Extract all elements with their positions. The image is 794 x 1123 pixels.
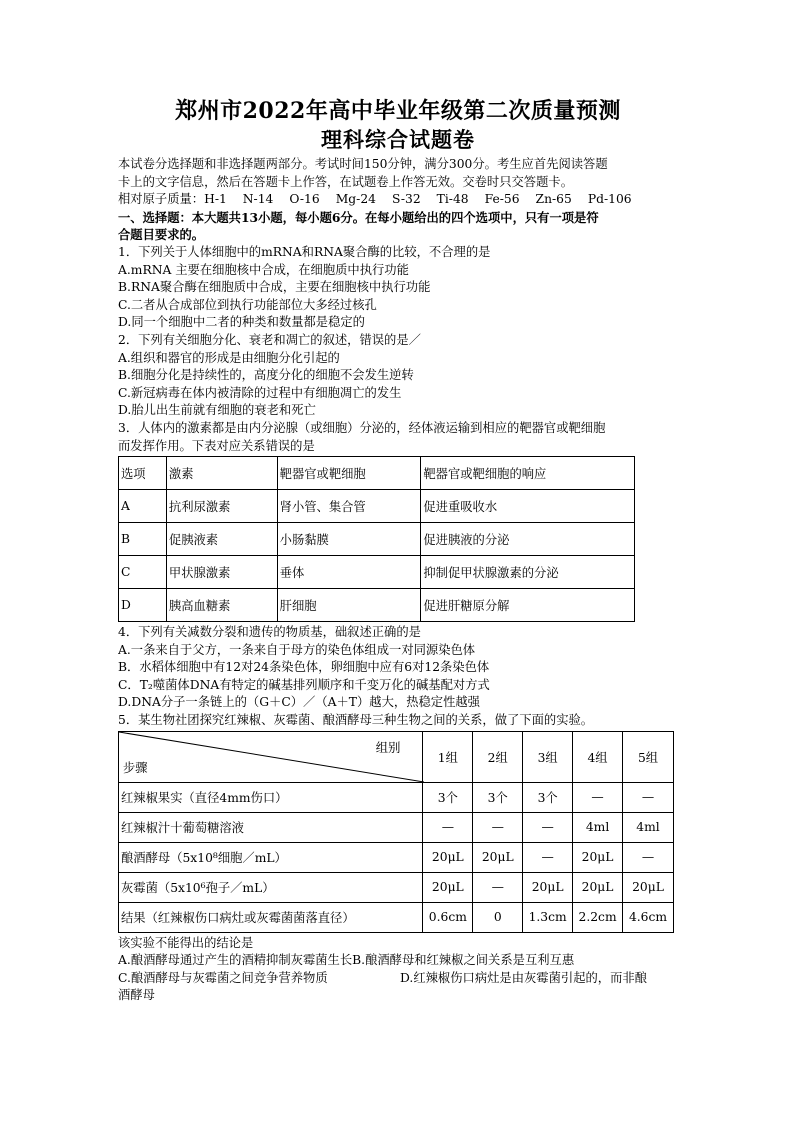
table-cell: 20μL bbox=[423, 842, 473, 872]
q5-option-a: A.酿酒酵母通过产生的酒精抑制灰霉菌生长 bbox=[118, 953, 353, 968]
q4-option-a: A.一条来自于父方，一条来自于母方的染色体组成一对同源染色体 bbox=[118, 642, 476, 657]
table-row-label: 红辣椒果实（直径4mm伤口） bbox=[119, 782, 423, 812]
table-cell: 促进胰液的分泌 bbox=[421, 523, 635, 556]
table-header-cell: 靶器官或靶细胞的响应 bbox=[421, 457, 635, 490]
q1-option-a: A.mRNA 主要在细胞核中合成，在细胞质中执行功能 bbox=[118, 262, 409, 277]
q5-option-d: D.红辣椒伤口病灶是由灰霉菌引起的，而非酿 bbox=[400, 970, 647, 985]
table-cell: 4ml bbox=[623, 812, 674, 842]
table-cell: 肾小管、集合管 bbox=[277, 490, 421, 523]
q4-option-b: B．水稻体细胞中有12对24条染色体，卵细胞中应有6对12条染色体 bbox=[118, 660, 490, 675]
table-cell: A bbox=[119, 490, 167, 523]
corner-label-group: 组别 bbox=[375, 740, 401, 755]
table-header-cell: 激素 bbox=[166, 457, 277, 490]
table-cell: — bbox=[573, 782, 623, 812]
atomic-masses: 相对原子质量：H-1 N-14 O-16 Mg-24 S-32 Ti-48 Fe-56 Zn-65 Pd-106 bbox=[118, 192, 632, 207]
table-row-label: 红辣椒汁十葡萄糖溶液 bbox=[119, 812, 423, 842]
q3-stem-line-1: 3．人体内的激素都是由内分泌腺（或细胞）分泌的，经体液运输到相应的靶器官或靶细胞 bbox=[118, 420, 606, 435]
table-row bbox=[119, 782, 674, 812]
table-row bbox=[119, 490, 635, 523]
table-row-label: 酿酒酵母（5x10⁸细胞／mL） bbox=[119, 842, 423, 872]
table-cell: 3个 bbox=[423, 782, 473, 812]
table-cell: 垂体 bbox=[277, 556, 421, 589]
table-cell: 胰高血糖素 bbox=[166, 589, 277, 622]
intro-line-1: 本试卷分选择题和非选择题两部分。考试时间150分钟，满分300分。考生应首先阅读答题 bbox=[118, 157, 608, 171]
table-corner-cell bbox=[119, 731, 423, 782]
q3-hormone-table bbox=[118, 456, 635, 622]
table-cell: — bbox=[523, 842, 573, 872]
table-row bbox=[119, 589, 635, 622]
table-cell: 4.6cm bbox=[623, 902, 674, 932]
exam-title: 郑州市2022年高中毕业年级第二次质量预测 bbox=[175, 98, 621, 124]
table-header-cell: 2组 bbox=[473, 731, 523, 782]
table-cell: 3个 bbox=[473, 782, 523, 812]
q4-option-d: D.DNA分子一条链上的（G＋C）／（A＋T）越大，热稳定性越强 bbox=[118, 695, 480, 710]
table-cell: — bbox=[473, 872, 523, 902]
q5-options-cd bbox=[118, 970, 678, 988]
table-cell: 肝细胞 bbox=[277, 589, 421, 622]
corner-label-step: 步骤 bbox=[123, 760, 148, 775]
table-header-cell: 1组 bbox=[423, 731, 473, 782]
table-cell: 3个 bbox=[523, 782, 573, 812]
table-cell: 甲状腺激素 bbox=[166, 556, 277, 589]
table-row-label: 灰霉菌（5x10⁶孢子／mL） bbox=[119, 872, 423, 902]
section-heading-line-1: 一、选择题：本大题共13小题，每小题6分。在每小题给出的四个选项中，只有一项是符 bbox=[118, 209, 599, 225]
q5-options-ab bbox=[118, 952, 678, 970]
q1-option-d: D.同一个细胞中二者的种类和数量都是稳定的 bbox=[118, 315, 365, 330]
q1-option-b: B.RNA聚合酶在细胞质中合成，主要在细胞核中执行功能 bbox=[118, 280, 431, 295]
table-header-cell: 5组 bbox=[623, 731, 674, 782]
table-cell: 促进重吸收水 bbox=[421, 490, 635, 523]
table-cell: 20μL bbox=[423, 872, 473, 902]
table-header-row bbox=[119, 731, 674, 782]
table-cell: — bbox=[523, 812, 573, 842]
table-cell: — bbox=[423, 812, 473, 842]
table-row bbox=[119, 872, 674, 902]
table-header-cell: 靶器官或靶细胞 bbox=[277, 457, 421, 490]
table-cell: 20μL bbox=[473, 842, 523, 872]
table-cell: 20μL bbox=[573, 842, 623, 872]
q4-option-c: C．T₂噬菌体DNA有特定的碱基排列顺序和千变万化的碱基配对方式 bbox=[118, 677, 490, 692]
exam-subtitle: 理科综合试题卷 bbox=[321, 127, 475, 152]
q5-experiment-table bbox=[118, 731, 674, 933]
table-cell: — bbox=[473, 812, 523, 842]
table-header-cell: 3组 bbox=[523, 731, 573, 782]
q4-stem: 4．下列有关减数分裂和遗传的物质基，础叙述正确的是 bbox=[118, 625, 421, 640]
q5-option-b: B.酿酒酵母和红辣椒之间关系是互利互惠 bbox=[352, 953, 575, 968]
q2-option-a: A.组织和器官的形成是由细胞分化引起的 bbox=[118, 350, 340, 365]
table-cell: 0 bbox=[473, 902, 523, 932]
table-cell: 0.6cm bbox=[423, 902, 473, 932]
table-cell: 1.3cm bbox=[523, 902, 573, 932]
table-cell: 20μL bbox=[523, 872, 573, 902]
intro-line-2: 卡上的文字信息，然后在答题卡上作答，在试题卷上作答无效。交卷时只交答题卡。 bbox=[118, 174, 573, 189]
table-cell: 20μL bbox=[573, 872, 623, 902]
table-cell: 20μL bbox=[623, 872, 674, 902]
table-header-cell: 选项 bbox=[119, 457, 167, 490]
table-row bbox=[119, 556, 635, 589]
table-row bbox=[119, 902, 674, 932]
q5-conclusion-stem: 该实验不能得出的结论是 bbox=[118, 935, 254, 950]
table-cell: 2.2cm bbox=[573, 902, 623, 932]
atomic-masses-label: 相对原子质量： bbox=[118, 192, 205, 207]
table-cell: — bbox=[623, 782, 674, 812]
q1-option-c: C.二者从合成部位到执行功能部位大多经过核孔 bbox=[118, 297, 377, 312]
table-cell: B bbox=[119, 523, 167, 556]
q5-stem: 5．某生物社团探究红辣椒、灰霉菌、酿酒酵母三种生物之间的关系，做了下面的实验。 bbox=[118, 713, 594, 728]
table-cell: D bbox=[119, 589, 167, 622]
q2-stem: 2．下列有关细胞分化、衰老和凋亡的叙述，错误的是／ bbox=[118, 332, 421, 347]
table-cell: 小肠黏膜 bbox=[277, 523, 421, 556]
q5-option-c: C.酿酒酵母与灰霉菌之间竞争营养物质 bbox=[118, 970, 328, 985]
table-header-cell: 4组 bbox=[573, 731, 623, 782]
q1-stem: 1．下列关于人体细胞中的mRNA和RNA聚合酶的比较，不合理的是 bbox=[118, 244, 491, 259]
q2-option-b: B.细胞分化是持续性的，高度分化的细胞不会发生逆转 bbox=[118, 368, 414, 383]
q5-option-d-cont: 酒酵母 bbox=[118, 988, 155, 1003]
table-cell: 促胰液素 bbox=[166, 523, 277, 556]
table-cell: C bbox=[119, 556, 167, 589]
table-header-row bbox=[119, 457, 635, 490]
table-cell: — bbox=[623, 842, 674, 872]
table-row-label: 结果（红辣椒伤口病灶或灰霉菌菌落直径） bbox=[119, 902, 423, 932]
table-cell: 抗利尿激素 bbox=[166, 490, 277, 523]
table-row bbox=[119, 523, 635, 556]
section-heading-line-2: 合题目要求的。 bbox=[118, 227, 205, 243]
table-cell: 4ml bbox=[573, 812, 623, 842]
table-cell: 抑制促甲状腺激素的分泌 bbox=[421, 556, 635, 589]
table-row bbox=[119, 812, 674, 842]
table-cell: 促进肝糖原分解 bbox=[421, 589, 635, 622]
table-row bbox=[119, 842, 674, 872]
exam-page bbox=[118, 96, 678, 1005]
q2-option-c: C.新冠病毒在体内被清除的过程中有细胞凋亡的发生 bbox=[118, 385, 402, 400]
q3-stem-line-2: 而发挥作用。下表对应关系错误的是 bbox=[118, 438, 315, 453]
q2-option-d: D.胎儿出生前就有细胞的衰老和死亡 bbox=[118, 403, 316, 418]
